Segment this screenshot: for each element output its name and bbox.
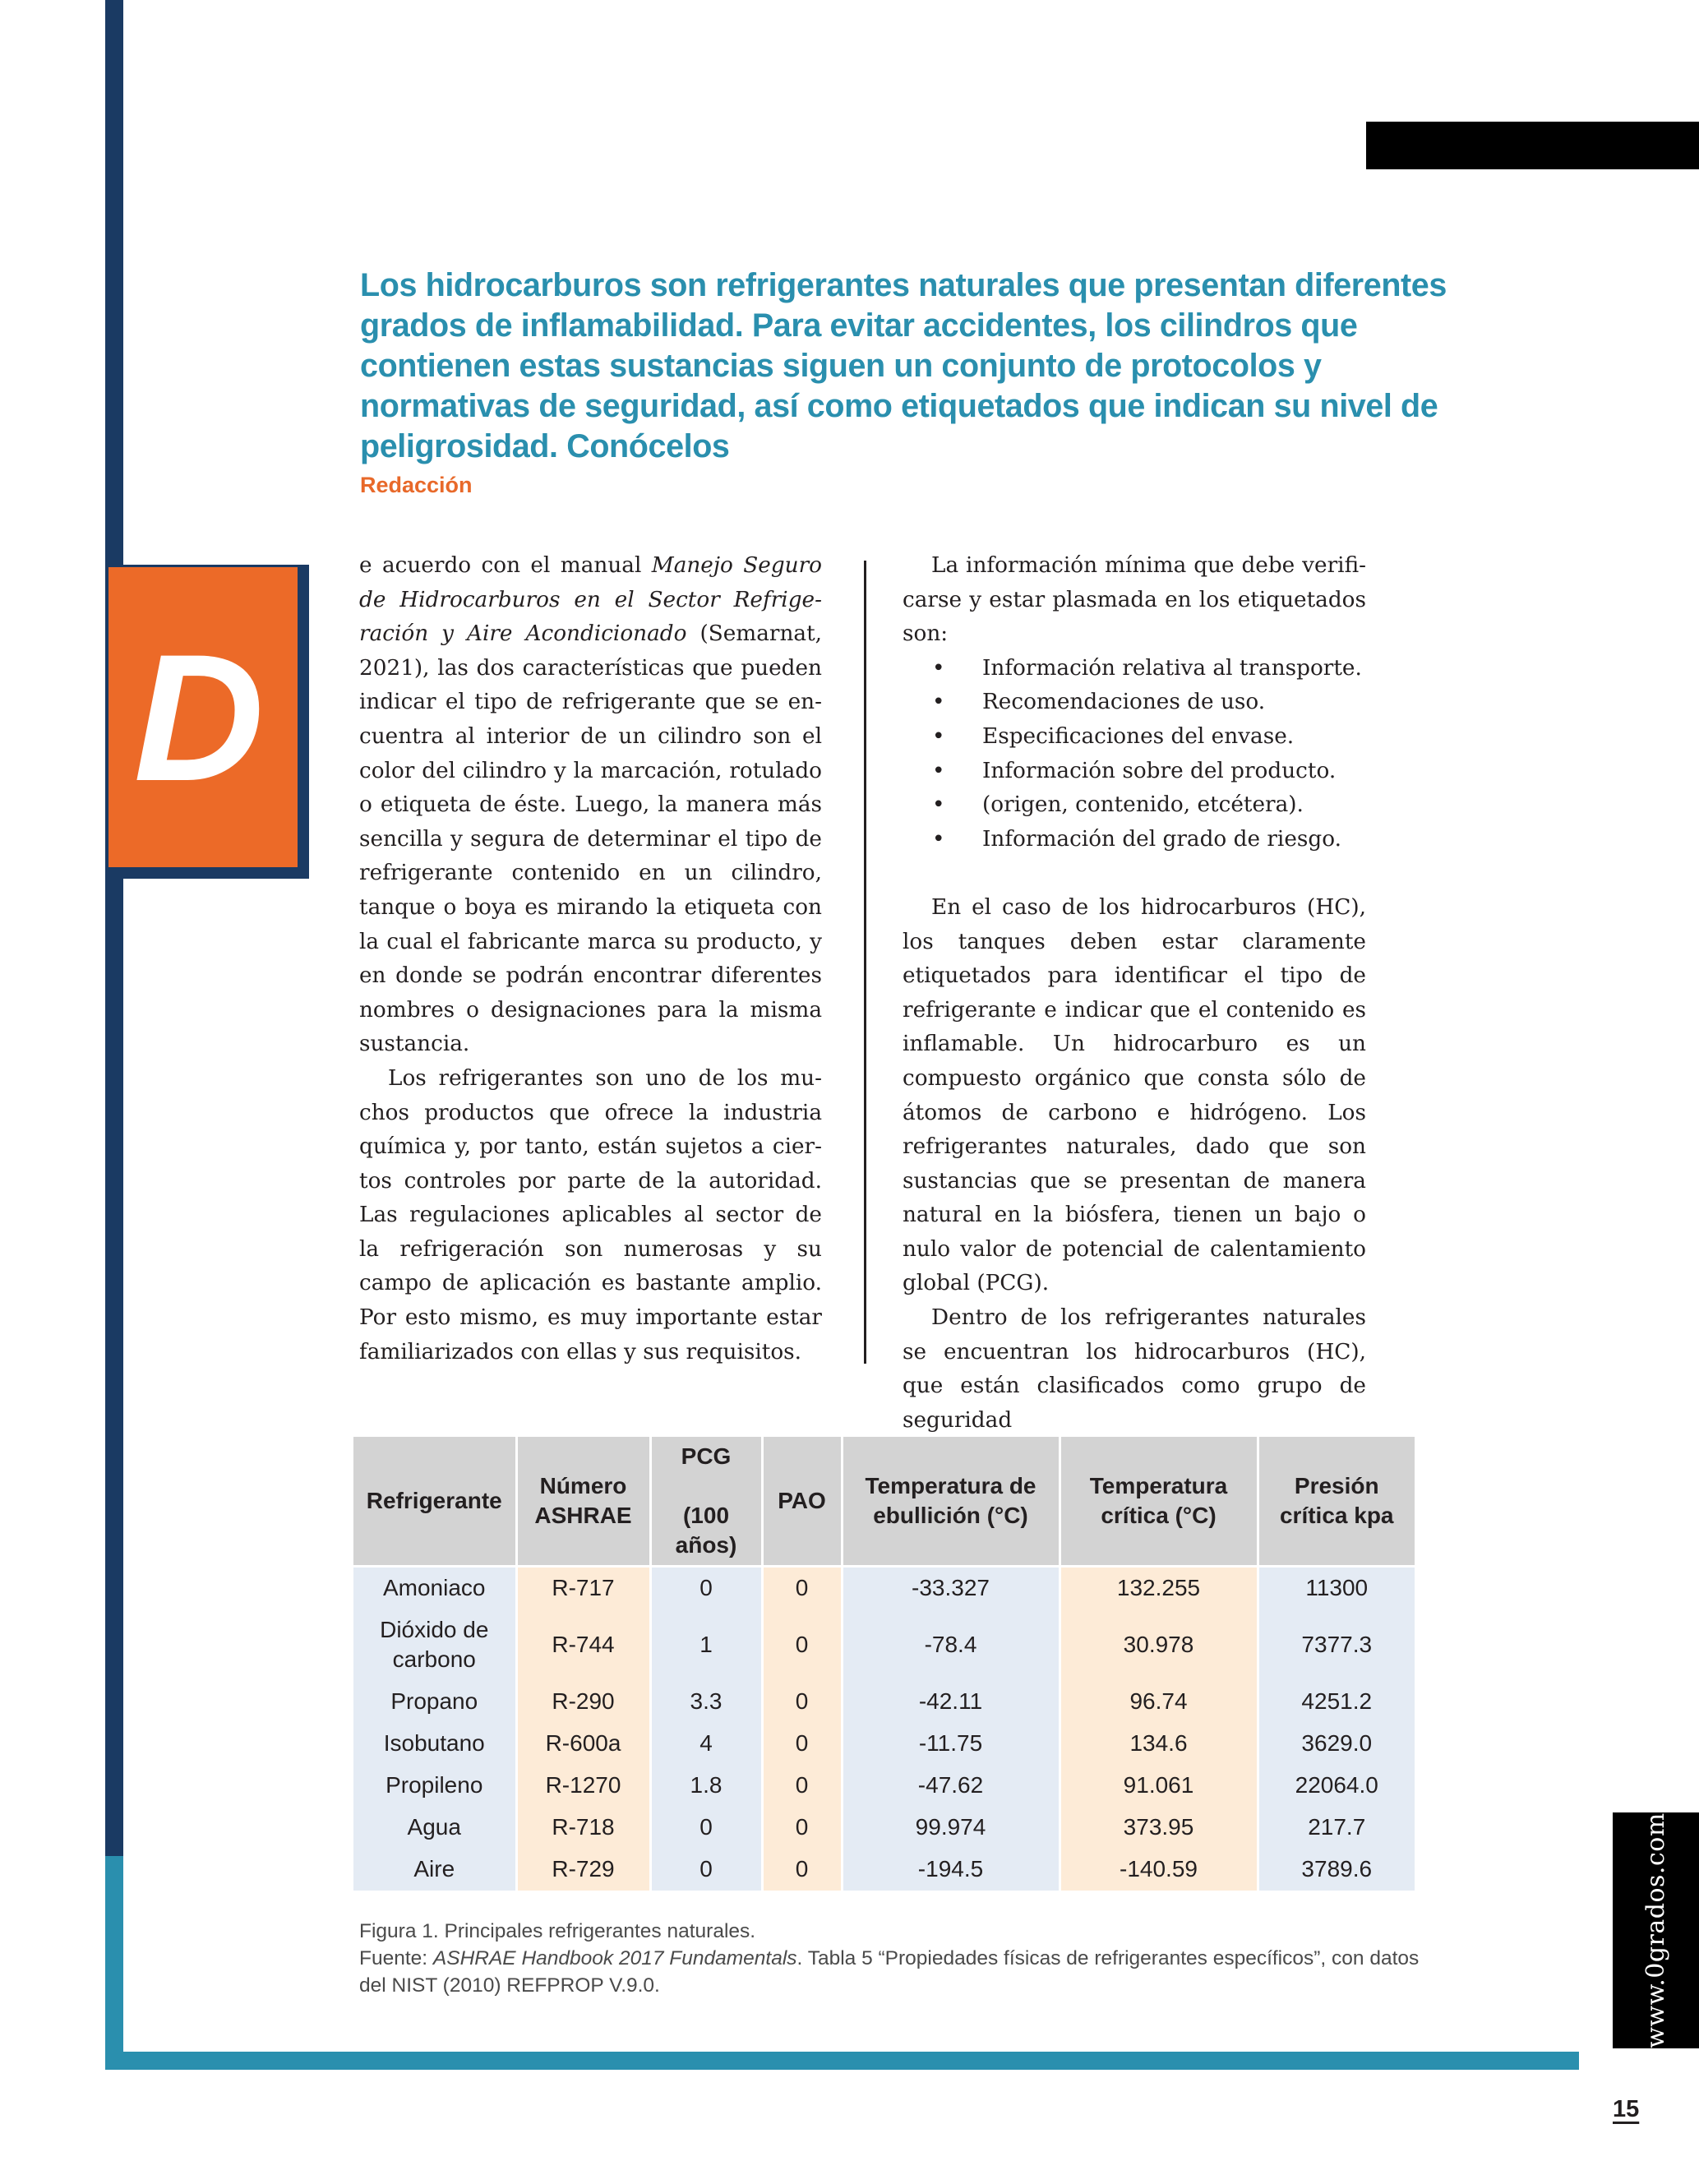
right-paragraph-3: Dentro de los refrigerantes naturales se encuentran los hidrocarburos (HC), que están clasificados como grupo de seguridad xyxy=(903,1305,1366,1433)
table-row xyxy=(353,1807,1415,1849)
byline: Redacción xyxy=(360,473,473,497)
table-cell: 0 xyxy=(762,1567,842,1610)
table-row xyxy=(353,1723,1415,1765)
paragraph-gap xyxy=(903,857,1366,891)
table-cell: Isobutano xyxy=(353,1723,516,1765)
table-cell: R-717 xyxy=(516,1567,650,1610)
left-teal-bar xyxy=(105,1856,123,2070)
list-item: • Recomendaciones de uso. xyxy=(903,686,1366,720)
table-cell: 3789.6 xyxy=(1258,1849,1415,1891)
header-pcg xyxy=(650,1437,762,1567)
table-cell: 0 xyxy=(650,1807,762,1849)
header-pcg-label: PCG xyxy=(681,1443,732,1469)
table-row xyxy=(353,1609,1415,1681)
table-cell: 1 xyxy=(650,1609,762,1681)
table-cell: 91.061 xyxy=(1060,1765,1258,1807)
table-cell: 0 xyxy=(762,1849,842,1891)
table-cell: 3.3 xyxy=(650,1681,762,1723)
table-cell: 3629.0 xyxy=(1258,1723,1415,1765)
table-row xyxy=(353,1681,1415,1723)
website-url: www.0grados.com xyxy=(1641,1812,1671,2048)
table-cell: 0 xyxy=(650,1849,762,1891)
table-cell: R-1270 xyxy=(516,1765,650,1807)
left-paragraph-1-text-a: e acuerdo con el manual xyxy=(359,553,652,578)
right-column xyxy=(903,549,1366,1438)
manual-title: Manejo Seguro de Hidrocarburos en el Sector Refrigeración y Aire Acondicionado xyxy=(359,553,823,647)
list-item: • (origen, contenido, etcétera). xyxy=(903,788,1366,823)
table-cell: 132.255 xyxy=(1060,1567,1258,1610)
table-cell: 4 xyxy=(650,1723,762,1765)
header-pcg-spacer xyxy=(658,1471,755,1501)
left-paragraph-2: Los refrigerantes son uno de los muchos productos que ofrece la industria química y, por tanto, están sujetos a ciertos controles por parte de la autoridad. Las regulaciones aplicables al sector de la refrigeración son numerosas y su campo de aplicación es bastante amplio. Por esto mismo, es muy importante estar familiarizados con ellas y sus requisitos. xyxy=(359,1065,822,1364)
table-cell: -78.4 xyxy=(842,1609,1060,1681)
table-row xyxy=(353,1765,1415,1807)
table-cell: Aire xyxy=(353,1849,516,1891)
bottom-teal-bar xyxy=(105,2052,1579,2070)
left-column xyxy=(359,549,822,1369)
dropcap-box xyxy=(108,567,298,867)
label-info-list xyxy=(903,652,1366,857)
table-cell: Propileno xyxy=(353,1765,516,1807)
table-header-row xyxy=(353,1437,1415,1567)
header-presion-critica: Presión crítica kpa xyxy=(1258,1437,1415,1567)
table-cell: 0 xyxy=(762,1681,842,1723)
right-paragraph-1: La información mínima que debe verificarse y estar plasmada en los etiquetados son: xyxy=(903,553,1366,647)
side-url-tab xyxy=(1613,1812,1699,2048)
caption-title: Figura 1. Principales refrigerantes naturales. xyxy=(359,1920,756,1942)
table-cell: Agua xyxy=(353,1807,516,1849)
table-cell: 0 xyxy=(762,1723,842,1765)
refrigerants-table xyxy=(353,1437,1415,1891)
list-item: • Información del grado de riesgo. xyxy=(903,823,1366,857)
table-cell: 96.74 xyxy=(1060,1681,1258,1723)
table-cell: 0 xyxy=(762,1609,842,1681)
table-cell: 0 xyxy=(762,1765,842,1807)
left-paragraph-1-text-b: (Semarnat, 2021), las dos características que pueden indicar el tipo de refrigerante que se encuentra al interior de un cilindro son el color del cilindro y la marcación, rotulado o etiqueta de éste. Luego, la manera más sencilla y segura de determinar el tipo de refrigerante contenido en un cilindro, tanque o boya es mirando la etiqueta con la cual el fabricante marca su producto, y en donde se podrán encontrar diferentes nombres o designaciones para la misma sustancia. xyxy=(359,621,823,1057)
table-cell: R-729 xyxy=(516,1849,650,1891)
top-black-tab xyxy=(1366,122,1699,169)
list-item: • Información sobre del producto. xyxy=(903,755,1366,789)
table-cell: -140.59 xyxy=(1060,1849,1258,1891)
table-cell: 1.8 xyxy=(650,1765,762,1807)
header-temp-ebullicion: Temperatura de ebullición (°C) xyxy=(842,1437,1060,1567)
header-temp-critica: Temperatura crítica (°C) xyxy=(1060,1437,1258,1567)
table-cell: -42.11 xyxy=(842,1681,1060,1723)
table-cell: 7377.3 xyxy=(1258,1609,1415,1681)
table-row xyxy=(353,1567,1415,1610)
list-item: • Especificaciones del envase. xyxy=(903,720,1366,755)
table-cell: 11300 xyxy=(1258,1567,1415,1610)
left-navy-bar xyxy=(105,0,123,1856)
table-cell: 134.6 xyxy=(1060,1723,1258,1765)
column-divider xyxy=(864,561,866,1364)
table-cell: 0 xyxy=(650,1567,762,1610)
header-refrigerante: Refrigerante xyxy=(353,1437,516,1567)
table-cell: 217.7 xyxy=(1258,1807,1415,1849)
table-cell: 99.974 xyxy=(842,1807,1060,1849)
header-pcg-period: (100 años) xyxy=(675,1503,737,1558)
header-numero-ashrae: Número ASHRAE xyxy=(516,1437,650,1567)
table-cell: R-744 xyxy=(516,1609,650,1681)
figure-caption xyxy=(359,1918,1444,1999)
table-cell: Propano xyxy=(353,1681,516,1723)
list-item: • Información relativa al transporte. xyxy=(903,652,1366,686)
table-cell: 4251.2 xyxy=(1258,1681,1415,1723)
table-cell: Dióxido de carbono xyxy=(353,1609,516,1681)
table-cell: -33.327 xyxy=(842,1567,1060,1610)
dropcap-letter: D xyxy=(133,616,265,819)
left-paragraph-1 xyxy=(359,549,822,1062)
table-cell: 0 xyxy=(762,1807,842,1849)
table-cell: 22064.0 xyxy=(1258,1765,1415,1807)
right-paragraph-2: En el caso de los hidrocarburos (HC), los tanques deben estar claramente etiquetados para identificar el tipo de refrigerante e indicar que el contenido es inflamable. Un hidrocarburo es un compuesto orgánico que consta sólo de átomos de carbono e hidrógeno. Los refrigerantes naturales, dado que son sustancias que se presentan de manera natural en la biósfera, tienen un bajo o nulo valor de potencial de calentamiento global (PCG). xyxy=(903,894,1366,1296)
table-cell: R-718 xyxy=(516,1807,650,1849)
table-body xyxy=(353,1567,1415,1891)
table-cell: -47.62 xyxy=(842,1765,1060,1807)
table-cell: 30.978 xyxy=(1060,1609,1258,1681)
table-cell: 373.95 xyxy=(1060,1807,1258,1849)
table-cell: -194.5 xyxy=(842,1849,1060,1891)
header-pao: PAO xyxy=(762,1437,842,1567)
caption-source xyxy=(359,1945,1444,1999)
table-cell: Amoniaco xyxy=(353,1567,516,1610)
table-cell: -11.75 xyxy=(842,1723,1060,1765)
page-number: 15 xyxy=(1613,2096,1640,2122)
article-deck: Los hidrocarburos son refrigerantes naturales que presentan diferentes grados de inflamabilidad. Para evitar accidentes, los cilindros que contienen estas sustancias siguen un conjunto de protocolos y normativas de seguridad, así como etiquetados que indican su nivel de peligrosidad. Conócelos xyxy=(360,267,1447,464)
caption-source-rest: . Tabla 5 “Propiedades físicas de refrigerantes específicos”, con datos del NIST (2010) REFPROP V.9.0. xyxy=(359,1947,1420,1997)
caption-source-title: ASHRAE Handbook 2017 Fundamentals xyxy=(432,1947,797,1969)
table-cell: R-600a xyxy=(516,1723,650,1765)
table-row xyxy=(353,1849,1415,1891)
caption-source-prefix: Fuente: xyxy=(359,1947,433,1969)
table-cell: R-290 xyxy=(516,1681,650,1723)
